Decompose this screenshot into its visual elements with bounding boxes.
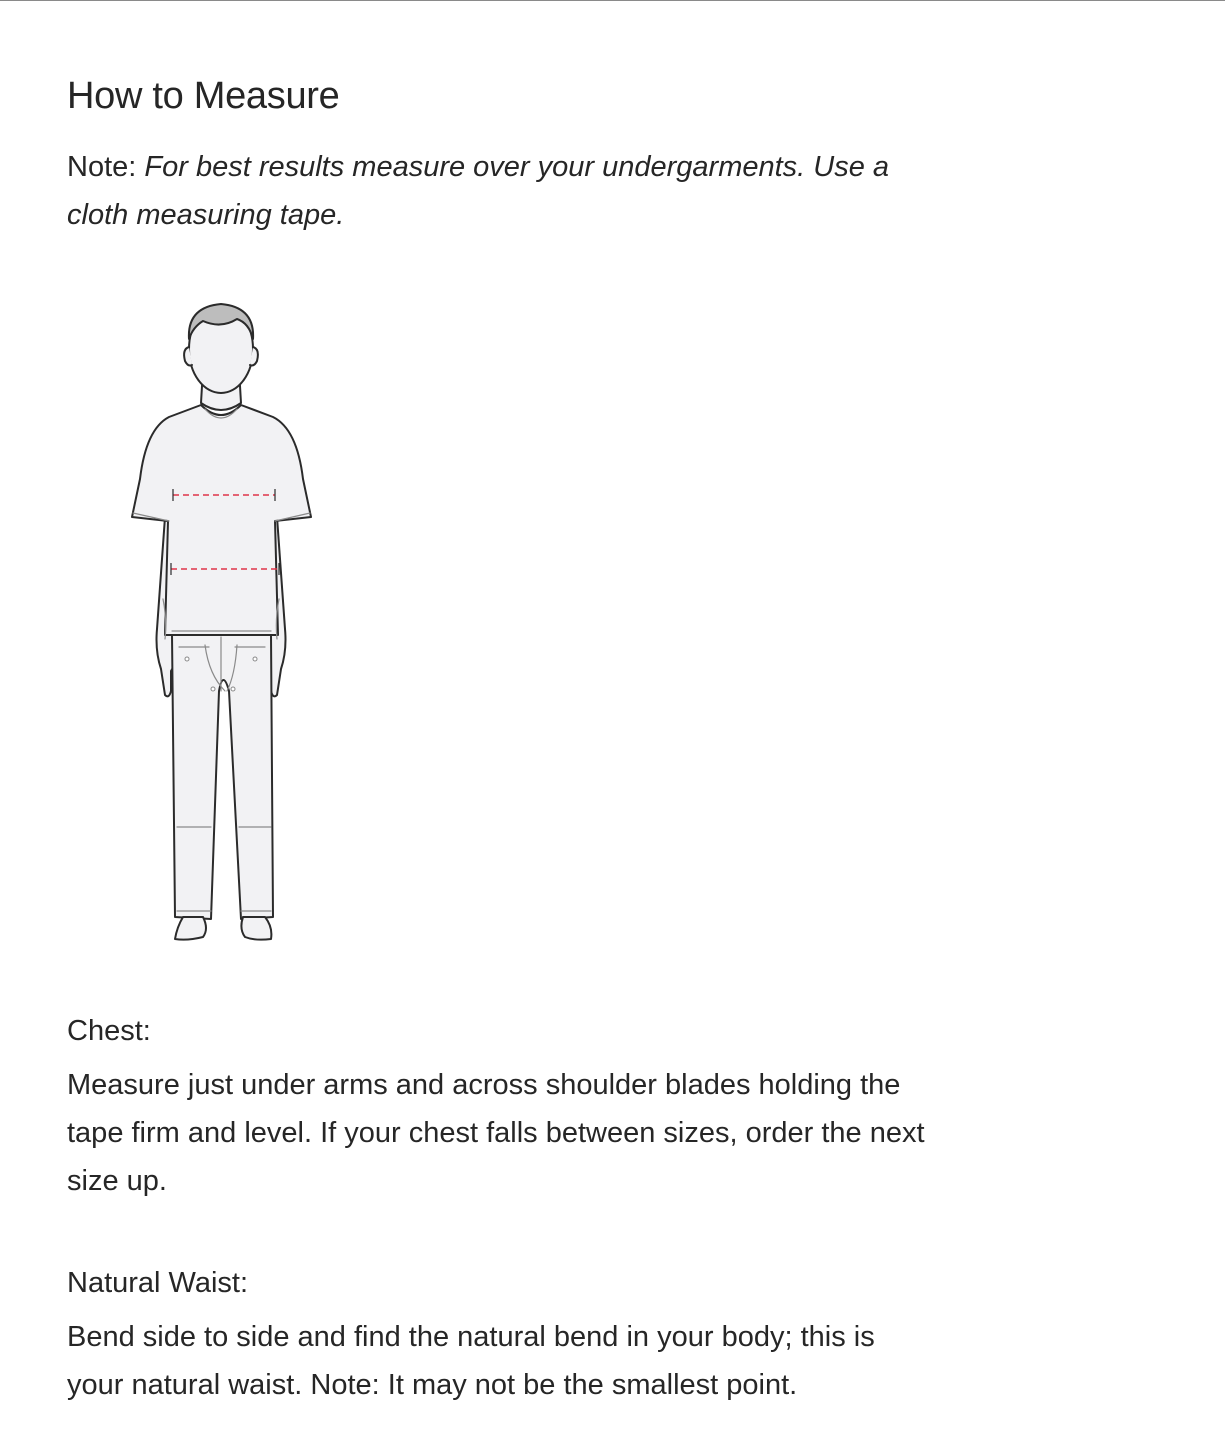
page-title: How to Measure bbox=[67, 75, 340, 117]
measure-note bbox=[67, 143, 927, 239]
natural-waist-instructions bbox=[67, 1313, 927, 1409]
note-label: Note: bbox=[67, 151, 137, 183]
chest-instructions: Measure just under arms and across shoulder blades holding the tape firm and level. If your chest falls between sizes, order the next size up. bbox=[67, 1069, 925, 1197]
person-measurement-diagram-icon bbox=[125, 299, 325, 949]
chest-label: Chest: bbox=[67, 1015, 151, 1047]
natural-waist-note-text: It may not be the smallest point. bbox=[387, 1369, 798, 1401]
note-text: For best results measure over your undergarments. Use a cloth measuring tape. bbox=[67, 151, 890, 231]
natural-waist-text: Bend side to side and find the natural bend in your body; this is your natural waist. bbox=[67, 1321, 875, 1401]
natural-waist-note-label: Note: bbox=[310, 1369, 380, 1401]
natural-waist-label: Natural Waist: bbox=[67, 1267, 249, 1299]
